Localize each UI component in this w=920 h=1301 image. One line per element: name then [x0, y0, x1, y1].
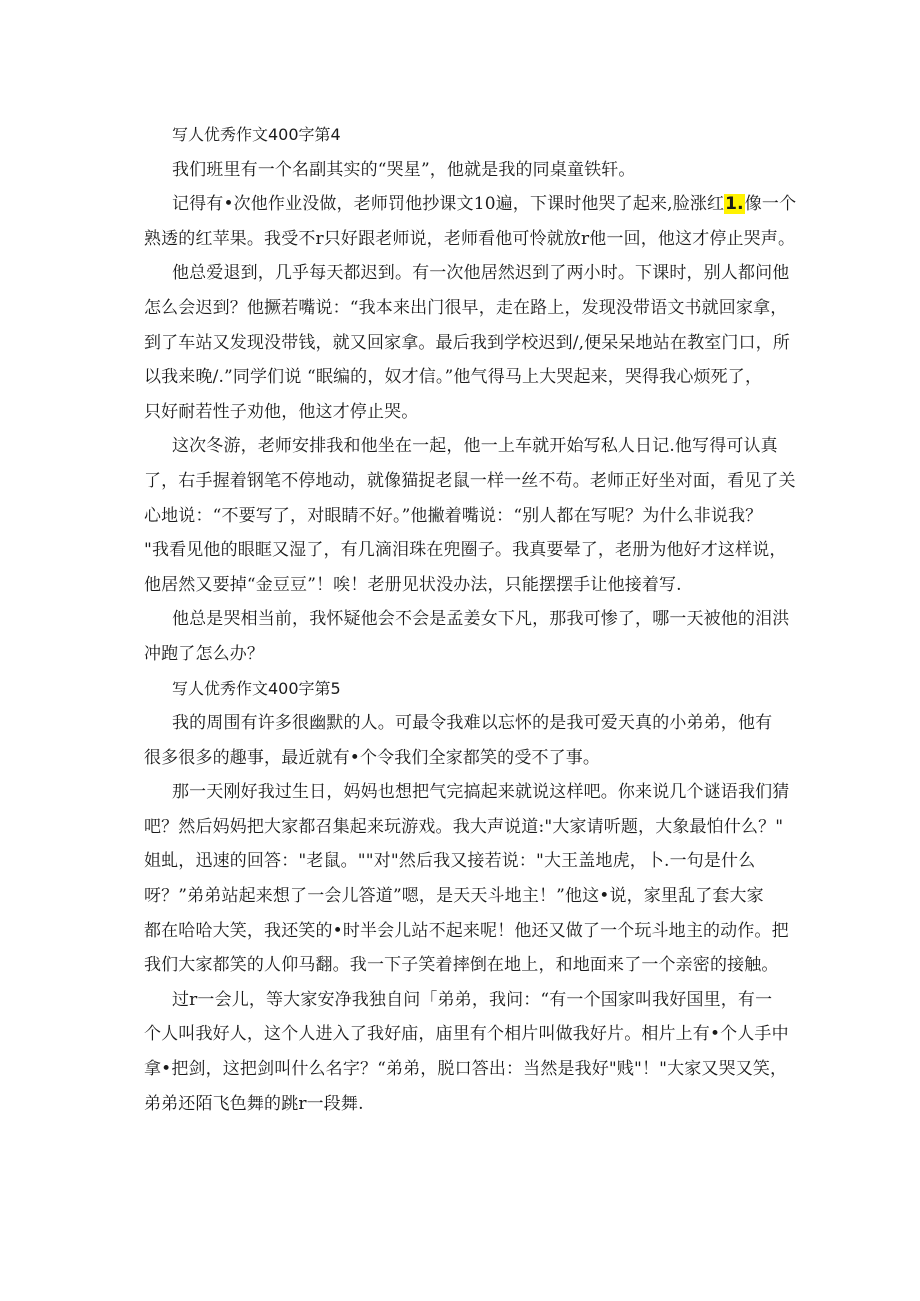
text-line: 我们班里有一个名副其实的“哭星”，他就是我的同桌童铁轩。	[172, 159, 636, 180]
text-line: 那一天刚好我过生日，妈妈也想把气完搞起来就说这样吧。你来说几个谜语我们猜	[172, 782, 790, 803]
text-line: 心地说：“不要写了，对眼睛不好。”他撇着嘴说：“别人都在写呢？为什么非说我？	[144, 505, 763, 526]
text-line: "我看见他的眼眶又湿了，有几滴泪珠在兜圈子。我真要晕了，老册为他好才这样说，	[144, 540, 787, 561]
text-line: 熟透的红苹果。我受不r只好跟老师说，老师看他可怜就放r他一回，他这才停止哭声。	[144, 228, 796, 249]
text-line: 到了车站又发现没带钱，就又回家拿。最后我到学校迟到/,便呆呆地站在教室门口，所	[144, 332, 790, 353]
text-line: 拿•把剑，这把剑叫什么名字？“弟弟，脱口答出：当然是我好"贱"！"大家又哭又笑，	[144, 1059, 788, 1080]
paragraph-2	[144, 187, 797, 256]
text-line: 以我来晚/.”同学们说 “眠编的，奴才信。”他气得马上大哭起来，哭得我心烦死了，	[144, 367, 763, 388]
text-line: 这次冬游，老师安排我和他坐在一起，他一上车就开始写私人日记.他写得可认真	[172, 436, 778, 457]
text-line: 很多很多的趣事，最近就有•个令我们全家都笑的受不了事。	[144, 747, 601, 768]
text-line: 冲跑了怎么办？	[144, 643, 265, 664]
text-line: 都在哈哈大笑，我还笑的•时半会儿站不起来呢！他还又做了一个玩斗地主的动作。把	[144, 920, 789, 941]
paragraph-3	[144, 256, 790, 429]
text-span: 像一个	[744, 194, 797, 215]
paragraph-6	[144, 706, 784, 775]
text-line: 他总爱退到，几乎每天都迟到。有一次他居然迟到了两小时。下课时，别人都问他	[172, 263, 790, 284]
text-line: 了，右手握着钢笔不停地动，就像猫捉老鼠一样一丝不苟。老师正好坐对面，看见了关	[144, 470, 796, 491]
text-span: 记得有•次他作业没做，老师罚他抄课文10遍，下课时他哭了起来,脸涨红	[172, 194, 725, 215]
text-line	[144, 187, 797, 222]
text-line: 怎么会迟到？他撅若嘴说：“我本来出门很早，走在路上，发现没带语文书就回家拿，	[144, 297, 788, 318]
section-heading-5: 写人优秀作文400字第5	[172, 678, 341, 698]
text-line: 他总是哭相当前，我怀疑他会不会是孟姜女下凡，那我可惨了，哪一天被他的泪洪	[172, 609, 790, 630]
paragraph-5	[144, 602, 790, 671]
text-line: 呀？”弟弟站起来想了一会儿答道”嗯，是天天斗地主！”他这•说，家里乱了套大家	[144, 886, 764, 907]
paragraph-8	[144, 983, 789, 1121]
text-line: 个人叫我好人，这个人进入了我好庙，庙里有个相片叫做我好片。相片上有•个人手中	[144, 1024, 789, 1045]
paragraph-4	[144, 429, 796, 602]
highlighted-text: 1.	[725, 194, 744, 215]
section-heading-4: 写人优秀作文400字第4	[172, 125, 341, 144]
text-line: 弟弟还陌飞色舞的跳r一段舞.	[144, 1093, 364, 1114]
text-line: 我的周围有许多很幽默的人。可最令我难以忘怀的是我可爱天真的小弟弟，他有	[172, 713, 773, 734]
document-body	[144, 118, 797, 1121]
text-line: 过r一会儿，等大家安净我独自问「弟弟，我问：“有一个国家叫我好国里，有一	[172, 989, 773, 1010]
paragraph-7	[144, 775, 790, 983]
paragraph-1	[144, 153, 784, 188]
text-line: 他居然又要掉“金豆豆”！唉！老册见状没办法，只能摆摆手让他接着写.	[144, 574, 682, 595]
text-line: 吧？然后妈妈把大家都召集起来玩游戏。我大声说道:"大家请听题，大象最怕什么？"	[144, 816, 784, 837]
text-line: 我们大家都笑的人仰马翻。我一下子笑着摔倒在地上，和地面来了一个亲密的接触。	[144, 955, 779, 976]
text-line: 姐虬，迅速的回答："老鼠。""对"然后我又接若说："大王盖地虎，卜.一句是什么	[144, 851, 756, 872]
text-line: 只好耐若性子劝他，他这才停止哭。	[144, 401, 419, 422]
